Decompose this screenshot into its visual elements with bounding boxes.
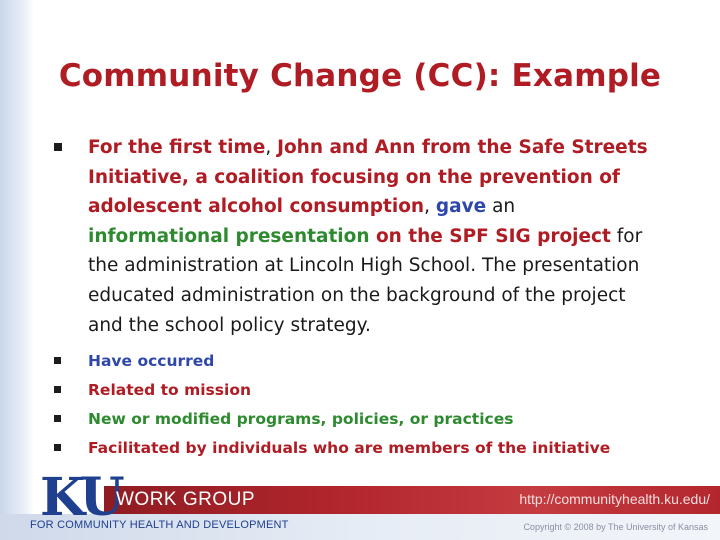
segment-an: an [486,196,516,218]
bullet-marker [54,143,62,151]
criteria-item [54,433,654,462]
criteria-text: New or modified programs, policies, or practices [88,409,514,428]
segment-comma: , [424,196,436,218]
criteria-text: Related to mission [88,380,251,399]
copyright-text: Copyright © 2008 by The University of Kansas [523,522,708,532]
bullet-marker [54,444,61,451]
criteria-item [54,346,654,375]
bullet-list [54,133,654,462]
slide-title: Community Change (CC): Example [58,58,662,94]
bullet-marker [54,357,61,364]
criteria-text: Have occurred [88,351,215,370]
work-group-label: WORK GROUP [116,489,256,510]
criteria-text: Facilitated by individuals who are members of the initiative [88,438,611,457]
segment-first-time: For the first time [88,137,266,158]
criteria-list [54,346,654,462]
ku-logo: KU [40,467,121,528]
segment-comma: , [265,137,278,158]
segment-rest: for the administration at Lincoln High School. The presentation educated administration on the background of the project and the school policy strategy. [88,225,643,336]
bullet-marker [54,386,61,393]
segment-informational-presentation: informational presentation [88,225,370,247]
footer-url-link[interactable]: http://communityhealth.ku.edu/ [519,491,710,507]
segment-project: on the SPF SIG project [369,225,611,247]
main-bullet-text [88,133,654,340]
segment-who: John and Ann from the Safe Streets Initiative, a coalition focusing on the prevention of adolescent alcohol consumption [88,137,648,218]
community-health-label: FOR COMMUNITY HEALTH AND DEVELOPMENT [30,519,289,531]
main-bullet [54,133,654,340]
criteria-item [54,404,654,433]
criteria-item [54,375,654,404]
segment-gave: gave [435,196,487,218]
bullet-marker [54,415,61,422]
